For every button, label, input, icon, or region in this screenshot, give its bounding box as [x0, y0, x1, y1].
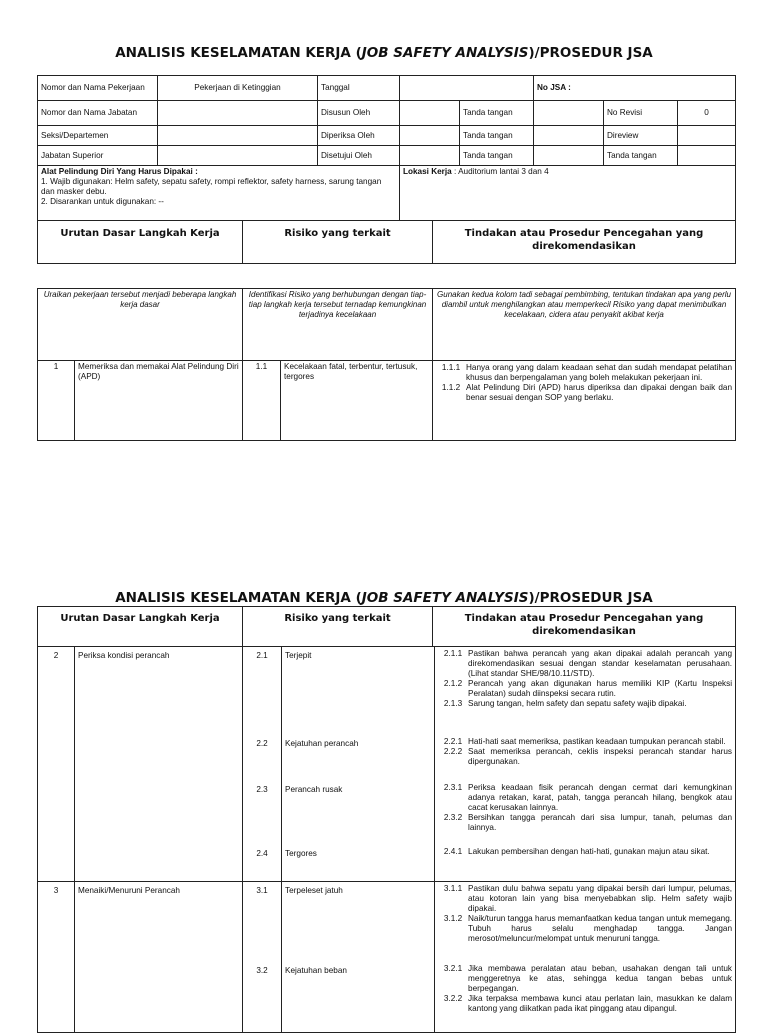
header-langkah-2: Urutan Dasar Langkah Kerja — [38, 607, 243, 647]
action-text: Saat memeriksa perancah, ceklis inspeksi perancah standar harus dipergunakan. — [468, 747, 733, 766]
value-diperiksa — [400, 126, 460, 146]
action-number: 3.2.1 — [443, 964, 463, 973]
page-title: ANALISIS KESELAMATAN KERJA (JOB SAFETY ANALYSIS)/PROSEDUR JSA — [115, 45, 653, 61]
label-tanda-tangan-2: Tanda tangan — [460, 126, 534, 146]
page-title-2: ANALISIS KESELAMATAN KERJA (JOB SAFETY ANALYSIS)/PROSEDUR JSA — [115, 590, 653, 606]
risk-block — [243, 882, 735, 962]
action-row — [436, 383, 732, 403]
step-2-text: Periksa kondisi perancah — [75, 647, 243, 882]
lokasi-value: : Auditorium lantai 3 dan 4 — [453, 167, 549, 176]
lokasi-section — [400, 166, 736, 221]
lokasi-label: Lokasi Kerja — [403, 167, 452, 176]
label-no-revisi: No Revisi — [604, 101, 678, 126]
value-nomor-jabatan — [158, 101, 318, 126]
step-3-risks — [243, 882, 736, 1033]
risk-block — [243, 735, 735, 781]
label-nomor-jabatan: Nomor dan Nama Jabatan — [38, 101, 158, 126]
action-text: Hati-hati saat memeriksa, pastikan keadaan tumpukan perancah stabil. — [468, 737, 726, 746]
action-row — [438, 964, 732, 994]
action-list — [435, 735, 735, 781]
action-text: Perancah yang akan digunakan harus memiliki KIP (Kartu Inspeksi Peralatan) sudah diinspeksi secara rutin. — [468, 679, 733, 698]
action-number: 2.2.2 — [443, 747, 463, 756]
info-table — [37, 75, 736, 221]
risk-block — [243, 781, 735, 845]
risk-block — [243, 647, 735, 735]
value-seksi — [158, 126, 318, 146]
action-list — [435, 962, 735, 1032]
action-number: 1.1.1 — [441, 363, 461, 372]
risk-number: 2.2 — [243, 735, 282, 781]
label-disusun: Disusun Oleh — [318, 101, 400, 126]
header-risiko: Risiko yang terkait — [243, 221, 433, 264]
risk-number: 3.2 — [243, 962, 282, 1032]
action-list — [435, 781, 735, 845]
action-list — [435, 845, 735, 881]
action-row — [438, 649, 732, 679]
action-number: 3.1.2 — [443, 914, 463, 923]
step-1-actions — [433, 361, 736, 441]
risk-block — [243, 845, 735, 881]
risk-text: Tergores — [282, 845, 435, 881]
header-risiko-2: Risiko yang terkait — [243, 607, 433, 647]
action-number: 1.1.2 — [441, 383, 461, 392]
value-tanda-tangan-4 — [678, 146, 736, 166]
action-row — [438, 737, 732, 747]
action-row — [438, 994, 732, 1014]
risk-number: 3.1 — [243, 882, 282, 962]
value-tanggal — [400, 76, 534, 101]
action-text: Alat Pelindung Diri (APD) harus diperiksa dan dipakai dengan baik dan benar sesuai dengan SOP yang berlaku. — [466, 383, 733, 402]
step-2-risks — [243, 647, 736, 882]
value-disetujui — [400, 146, 460, 166]
risk-text: Terjepit — [282, 647, 435, 735]
value-jabatan-superior — [158, 146, 318, 166]
action-text: Hanya orang yang dalam keadaan sehat dan sudah mendapat pelatihan khusus dan berpengalaman yang boleh melakukan pekerjaan ini. — [466, 363, 733, 382]
action-text: Lakukan pembersihan dengan hati-hati, gunakan majun atau sikat. — [468, 847, 710, 856]
action-text: Pastikan dulu bahwa sepatu yang dipakai bersih dari lumpur, pelumas, atau kotoran lain yang bisa menyebabkan slip. Helm safety wajib dipakai. — [468, 884, 733, 913]
action-number: 3.1.1 — [443, 884, 463, 893]
apd-item-2: 2. Disarankan untuk digunakan: -- — [41, 197, 164, 206]
action-row — [438, 847, 732, 857]
action-text: Pastikan bahwa perancah yang akan dipakai adalah perancah yang direkomendasikan sesuai dengan standar keselamatan perusahaan. (Lihat standar SHE/98/10.11/STD). — [468, 649, 733, 678]
header-table-1 — [37, 220, 736, 264]
action-number: 2.3.2 — [443, 813, 463, 822]
action-row — [438, 914, 732, 944]
label-seksi: Seksi/Departemen — [38, 126, 158, 146]
value-disusun — [400, 101, 460, 126]
label-no-jsa: No JSA : — [534, 76, 736, 101]
action-number: 2.1.3 — [443, 699, 463, 708]
header-langkah: Urutan Dasar Langkah Kerja — [38, 221, 243, 264]
header-tindakan-2: Tindakan atau Prosedur Pencegahan yang direkomendasikan — [433, 607, 736, 647]
jsa-table-1 — [37, 288, 736, 441]
guide-tindakan: Gunakan kedua kolom tadi sebagai pembimbing, tentukan tindakan apa yang perlu diambil untuk menghilangkan atau memperkecil Risiko yang dapat menimbulkan kecelakaan, cidera atau penyakit akibat kerja — [433, 289, 736, 361]
action-text: Jika membawa peralatan atau beban, usahakan dengan tali untuk menggeretnya ke atas, sehingga kedua tangan bebas untuk berpegangan. — [468, 964, 733, 993]
action-number: 2.3.1 — [443, 783, 463, 792]
action-list — [435, 882, 735, 962]
action-number: 2.1.1 — [443, 649, 463, 658]
risk-text: Kejatuhan perancah — [282, 735, 435, 781]
risk-number: 2.4 — [243, 845, 282, 881]
action-row — [436, 363, 732, 383]
step-2-number: 2 — [38, 647, 75, 882]
apd-section — [38, 166, 400, 221]
jsa-table-2 — [37, 606, 736, 1033]
value-nomor-pekerjaan: Pekerjaan di Ketinggian — [158, 76, 318, 101]
action-row — [438, 813, 732, 833]
guide-risiko: Identifikasi Risiko yang berhubungan dengan tiap-tiap langkah kerja tersebut ternadap kemungkinan terjadinya kecelakaan — [243, 289, 433, 361]
value-direview — [678, 126, 736, 146]
action-row — [438, 747, 732, 767]
risk-text: Terpeleset jatuh — [282, 882, 435, 962]
step-3-text: Menaiki/Menuruni Perancah — [75, 882, 243, 1033]
action-number: 3.2.2 — [443, 994, 463, 1003]
label-tanggal: Tanggal — [318, 76, 400, 101]
action-number: 2.1.2 — [443, 679, 463, 688]
label-nomor-pekerjaan: Nomor dan Nama Pekerjaan — [38, 76, 158, 101]
risk-number: 2.3 — [243, 781, 282, 845]
label-jabatan-superior: Jabatan Superior — [38, 146, 158, 166]
value-tanda-tangan-2 — [534, 126, 604, 146]
action-text: Naik/turun tangga harus memanfaatkan kedua tangan untuk memegang. Tubuh harus selalu menghadap tangga. Jangan merosot/meluncur/melompat untuk menuruni tangga. — [468, 914, 733, 943]
header-tindakan: Tindakan atau Prosedur Pencegahan yang direkomendasikan — [433, 221, 736, 264]
risk-number: 2.1 — [243, 647, 282, 735]
action-row — [438, 884, 732, 914]
label-diperiksa: Diperiksa Oleh — [318, 126, 400, 146]
label-tanda-tangan-1: Tanda tangan — [460, 101, 534, 126]
guide-langkah: Uraikan pekerjaan tersebut menjadi beberapa langkah kerja dasar — [38, 289, 243, 361]
label-tanda-tangan-4: Tanda tangan — [604, 146, 678, 166]
label-tanda-tangan-3: Tanda tangan — [460, 146, 534, 166]
value-tanda-tangan-1 — [534, 101, 604, 126]
action-row — [438, 783, 732, 813]
action-number: 2.2.1 — [443, 737, 463, 746]
value-no-revisi: 0 — [678, 101, 736, 126]
action-list — [435, 647, 735, 735]
step-1-text: Memeriksa dan memakai Alat Pelindung Diri (APD) — [75, 361, 243, 441]
label-disetujui: Disetujui Oleh — [318, 146, 400, 166]
action-row — [438, 699, 732, 709]
risk-text: Kejatuhan beban — [282, 962, 435, 1032]
action-number: 2.4.1 — [443, 847, 463, 856]
risk-text: Perancah rusak — [282, 781, 435, 845]
action-row — [438, 679, 732, 699]
value-tanda-tangan-3 — [534, 146, 604, 166]
risk-1-1-text: Kecelakaan fatal, terbentur, tertusuk, tergores — [281, 361, 433, 441]
label-direview: Direview — [604, 126, 678, 146]
action-text: Sarung tangan, helm safety dan sepatu safety wajib dipakai. — [468, 699, 687, 708]
action-text: Periksa keadaan fisik perancah dengan cermat dari kemungkinan adanya retakan, karat, patah, tangga perancah hilang, bengkok atau cacat kerusakan lainnya. — [468, 783, 733, 812]
step-1-number: 1 — [38, 361, 75, 441]
step-3-number: 3 — [38, 882, 75, 1033]
apd-title: Alat Pelindung Diri Yang Harus Dipakai : — [41, 167, 198, 176]
risk-1-1-number: 1.1 — [243, 361, 281, 441]
risk-block — [243, 962, 735, 1032]
action-text: Bersihkan tangga perancah dari sisa lumpur, tanah, pelumas dan lainnya. — [468, 813, 733, 832]
action-text: Jika terpaksa membawa kunci atau perlatan lain, masukkan ke dalam kantong yang diikatkan pada ikat pinggang atau dipangul. — [468, 994, 733, 1013]
apd-item-1: 1. Wajib digunakan: Helm safety, sepatu safety, rompi reflektor, safety harness, sarung tangan dan masker debu. — [41, 177, 382, 196]
